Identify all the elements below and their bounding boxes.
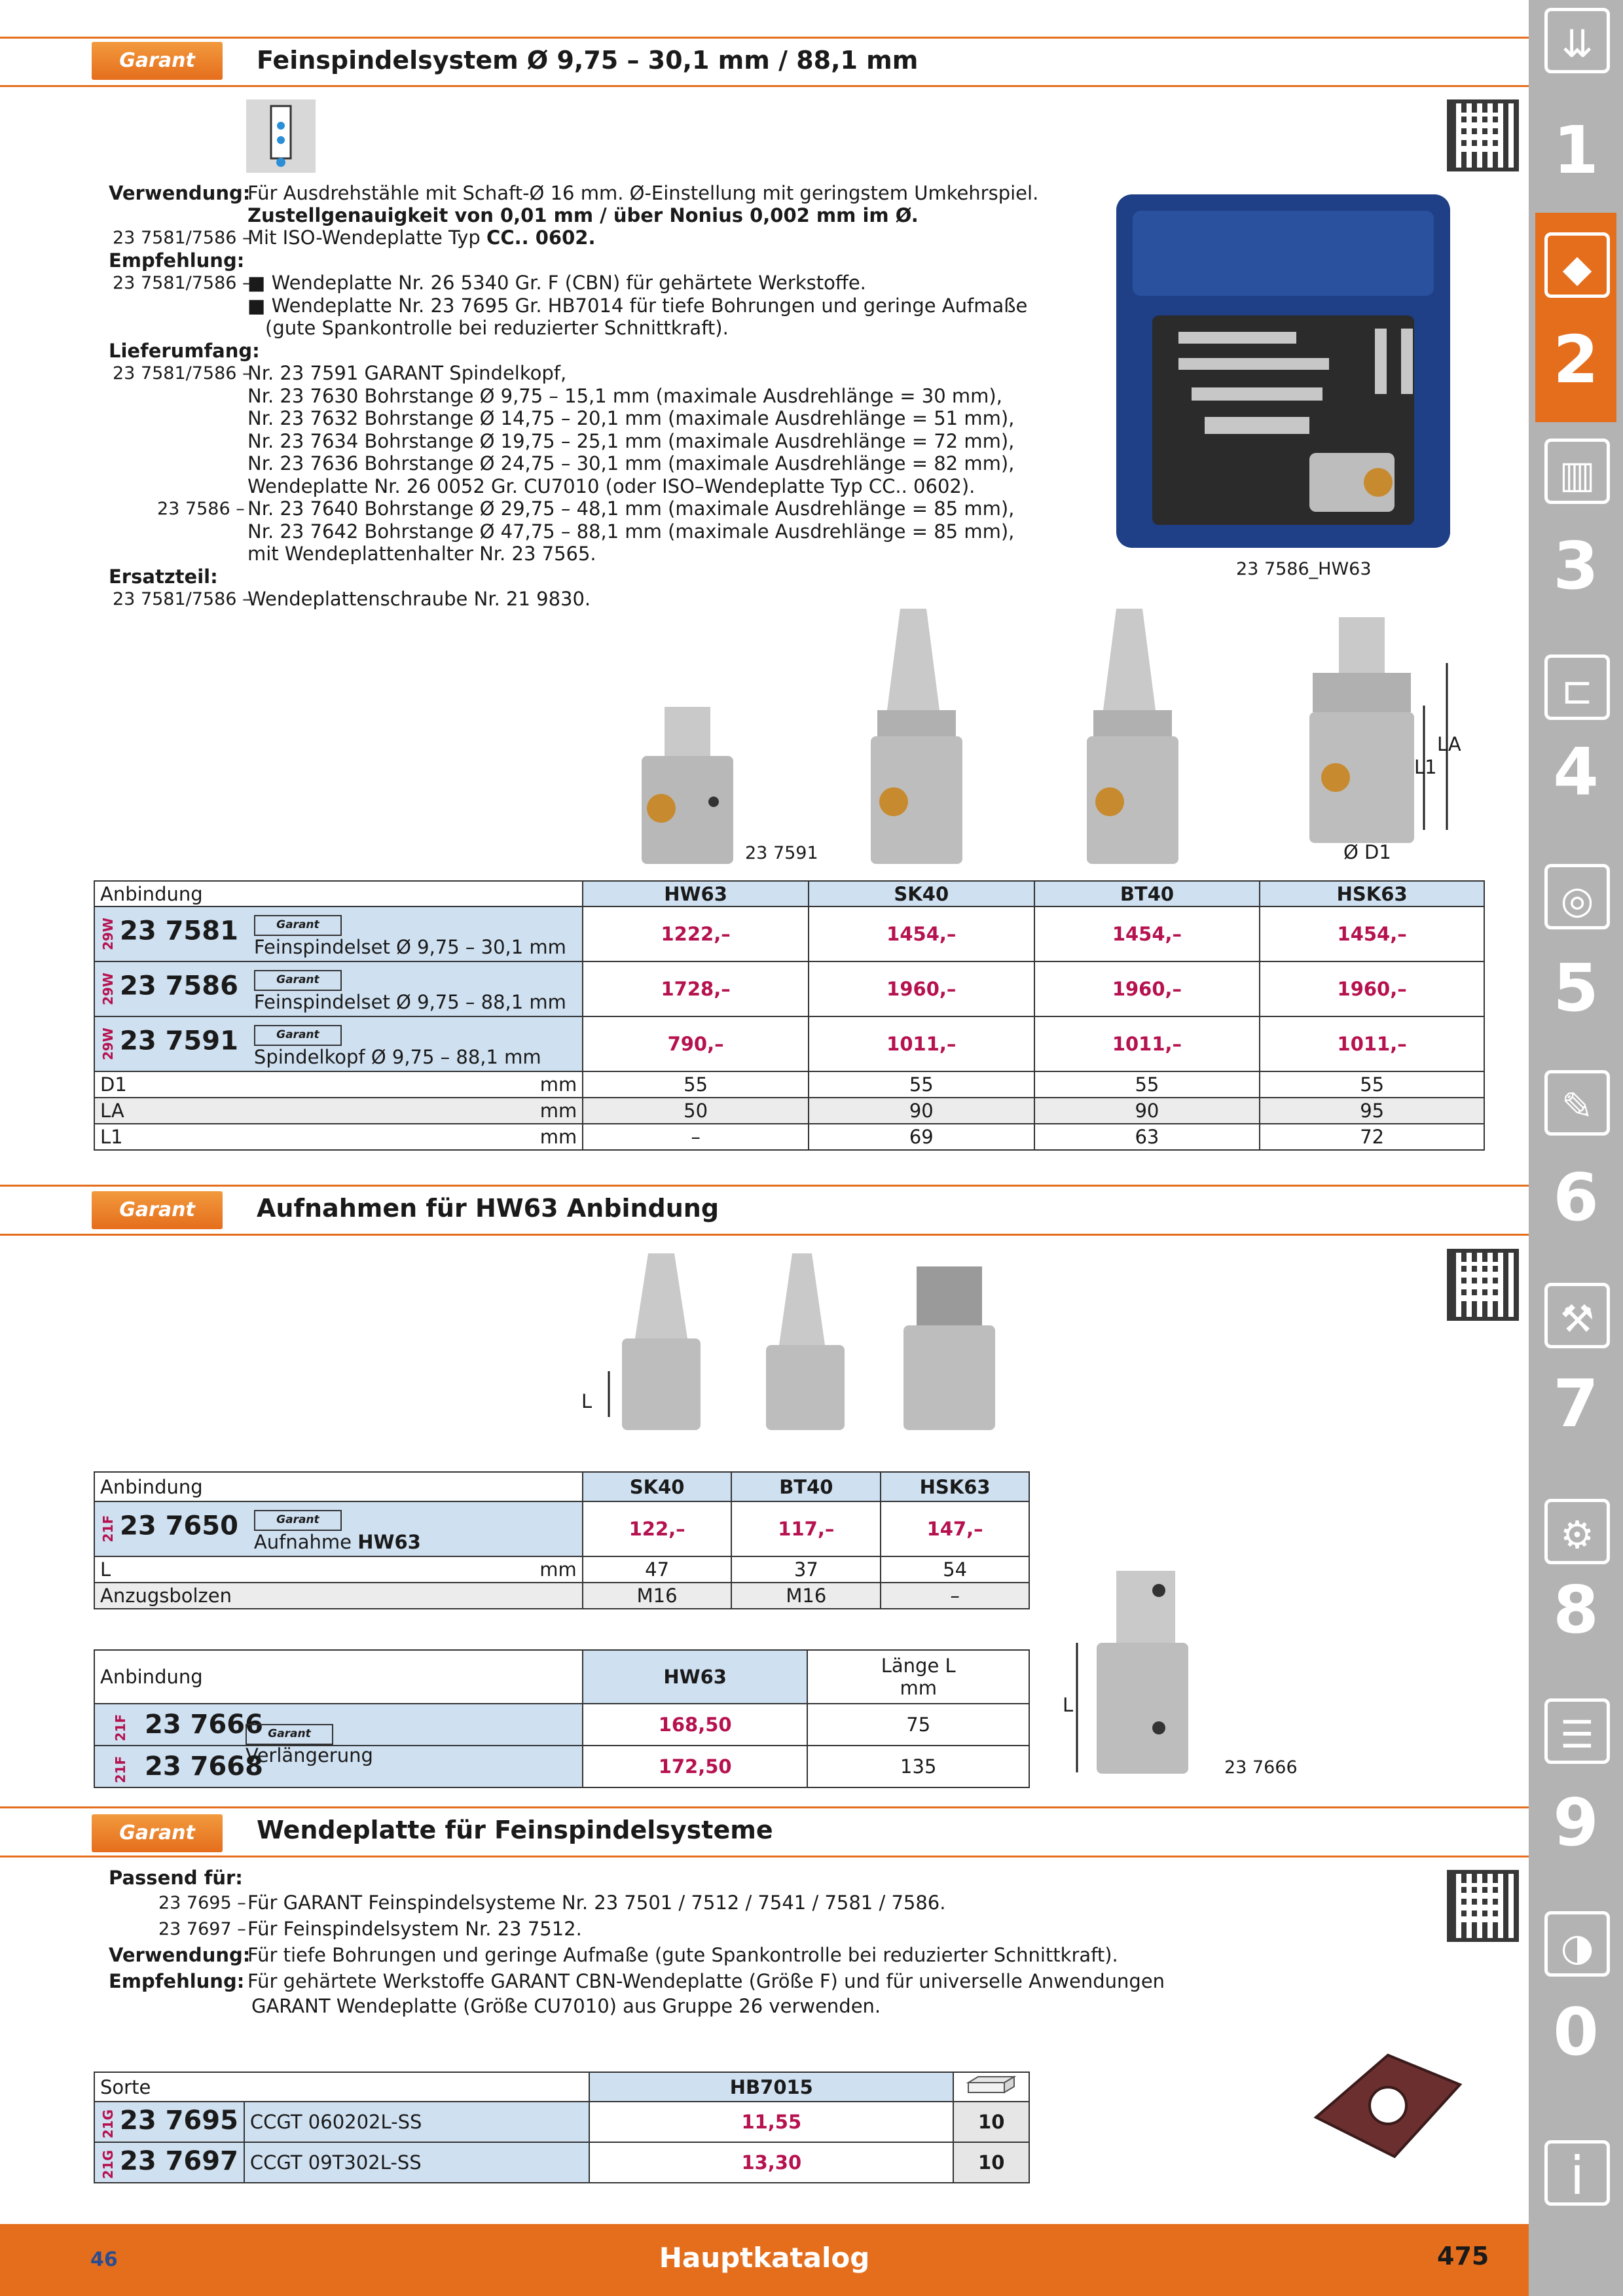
chapter-tab-2[interactable]: ◆ 2	[1535, 213, 1616, 422]
table-row	[94, 1704, 1029, 1746]
scope-label: Lieferumfang:	[109, 340, 260, 362]
scope-item: Nr. 23 7632 Bohrstange Ø 14,75 – 20,1 mm (maximale Ausdrehlänge = 51 mm),	[247, 407, 1015, 429]
coolant-icon	[246, 99, 316, 173]
dimension-row	[94, 1583, 1029, 1609]
recommendation-text: Für gehärtete Werkstoffe GARANT CBN-Wendeplatte (Größe F) und für universelle Anwendungen	[247, 1970, 1165, 1992]
dimension-value: 90	[809, 1098, 1034, 1124]
price-code: 21G	[100, 2149, 116, 2179]
dimension-value: 50	[583, 1098, 809, 1124]
tool-cabinet-icon: ☰	[1544, 1698, 1610, 1764]
product-image-case	[1113, 191, 1453, 558]
price: 117,–	[731, 1501, 881, 1556]
price-code: 21G	[100, 2109, 116, 2139]
image-caption: 23 7666	[1224, 1757, 1298, 1778]
product-image-hsk63	[1306, 614, 1457, 863]
price-code: 29W	[100, 1028, 116, 1060]
hammer-pliers-icon: ⚒	[1544, 1283, 1610, 1348]
price: 11,55	[589, 2102, 953, 2142]
price: 790,–	[583, 1016, 809, 1071]
dimension-label: LA	[100, 1100, 124, 1122]
recommendation-text: GARANT Wendeplatte (Größe CU7010) aus Gruppe 26 verwenden.	[251, 1995, 881, 2017]
dimension-value: 69	[809, 1124, 1034, 1150]
dimension-value: 47	[583, 1556, 732, 1583]
section-divider	[0, 37, 1529, 39]
recommendation-item: ■ Wendeplatte Nr. 26 5340 Gr. F (CBN) für gehärtete Werkstoffe.	[247, 272, 866, 294]
usage-label: Verwendung:	[109, 1944, 251, 1966]
dimension-label: LA	[1437, 733, 1461, 755]
garant-logo: Garant	[92, 1191, 223, 1229]
price-table-inserts	[94, 2072, 1030, 2183]
price: 1960,–	[1260, 961, 1484, 1016]
article-number: 23 7697	[120, 2145, 238, 2176]
price-code: 29W	[100, 973, 116, 1005]
article-cell	[94, 906, 583, 961]
garant-mini-logo: Garant	[254, 915, 342, 936]
garant-mini-logo: Garant	[254, 970, 342, 991]
article-description: Verlängerung	[246, 1744, 373, 1767]
dimension-value: 55	[583, 1071, 809, 1098]
section-title: Feinspindelsystem Ø 9,75 – 30,1 mm / 88,1 mm	[257, 46, 919, 75]
page-footer-left: 46	[90, 2248, 118, 2271]
section-divider	[0, 1234, 1529, 1236]
toolset-icon: ⚙	[1544, 1499, 1610, 1564]
dimension-value: 54	[881, 1556, 1029, 1583]
ref-number: 23 7695 –	[158, 1893, 246, 1913]
recommendation-label: Empfehlung:	[109, 249, 245, 272]
fits-item: Für Feinspindelsystem Nr. 23 7512.	[247, 1918, 582, 1940]
recommendation-item: ■ Wendeplatte Nr. 23 7695 Gr. HB7014 für tiefe Bohrungen und geringe Aufmaße	[247, 295, 1028, 317]
price: 1011,–	[1260, 1016, 1484, 1071]
article-number: 23 7695	[120, 2105, 238, 2136]
scope-item: Nr. 23 7640 Bohrstange Ø 29,75 – 48,1 mm (maximale Ausdrehlänge = 85 mm),	[247, 497, 1015, 520]
product-image-sk40	[864, 605, 969, 867]
section-title: Aufnahmen für HW63 Anbindung	[257, 1194, 720, 1223]
column-header-unit: mm	[900, 1677, 937, 1699]
dimension-label: D1	[100, 1073, 127, 1096]
scope-item: mit Wendeplattenhalter Nr. 23 7565.	[247, 543, 596, 565]
saw-blade-icon: ◎	[1544, 864, 1610, 929]
chapter-tab-4[interactable]: ⊏ 4	[1535, 641, 1616, 838]
price: 1960,–	[1034, 961, 1260, 1016]
price: 147,–	[881, 1501, 1029, 1556]
dimension-label-cell	[94, 1124, 583, 1150]
price: 168,50	[583, 1704, 808, 1746]
column-header: HSK63	[1260, 881, 1484, 906]
price: 1960,–	[809, 961, 1034, 1016]
garant-logo: Garant	[92, 42, 223, 80]
price-table-fine-spindle	[94, 880, 1485, 1151]
price: 1222,–	[583, 906, 809, 961]
column-header: Anbindung	[94, 881, 583, 906]
price: 1011,–	[1034, 1016, 1260, 1071]
dimension-row	[94, 1071, 1484, 1098]
insert-icon: ◆	[1544, 232, 1610, 298]
dimension-label: L1	[100, 1126, 123, 1148]
column-header: BT40	[731, 1472, 881, 1501]
product-image-bt40	[1080, 605, 1185, 867]
scope-item: Nr. 23 7634 Bohrstange Ø 19,75 – 25,1 mm (maximale Ausdrehlänge = 72 mm),	[247, 430, 1015, 452]
column-header	[807, 1650, 1029, 1704]
precision-text: Zustellgenauigkeit von 0,01 mm / über Nonius 0,002 mm im Ø.	[247, 204, 919, 226]
recommendation-item: (gute Spankontrolle bei reduzierter Schnittkraft).	[265, 317, 729, 339]
dimension-row	[94, 1556, 1029, 1583]
price: 122,–	[583, 1501, 732, 1556]
garant-mini-logo: Garant	[246, 1724, 333, 1745]
dimension-label: L	[1063, 1694, 1074, 1716]
price-code: 21F	[100, 1515, 116, 1543]
article-number: 23 7591	[120, 1026, 238, 1056]
table-row	[94, 1016, 1484, 1071]
image-caption: 23 7586_HW63	[1236, 559, 1372, 579]
price: 1728,–	[583, 961, 809, 1016]
price-code: 29W	[100, 918, 116, 950]
dimension-value: 63	[1034, 1124, 1260, 1150]
column-header: SK40	[809, 881, 1034, 906]
dimension-label: L1	[1414, 756, 1437, 778]
price: 172,50	[583, 1746, 808, 1787]
column-header: HSK63	[881, 1472, 1029, 1501]
dimension-label-cell	[94, 1098, 583, 1124]
column-header: Anbindung	[94, 1472, 583, 1501]
table-row	[94, 906, 1484, 961]
dimension-label-cell	[94, 1071, 583, 1098]
column-header: HB7015	[589, 2072, 953, 2102]
dimension-value: –	[583, 1124, 809, 1150]
column-header: Sorte	[94, 2072, 589, 2102]
scope-item: Wendeplatte Nr. 26 0052 Gr. CU7010 (oder ISO–Wendeplatte Typ CC.. 0602).	[247, 475, 976, 497]
article-cell	[94, 961, 583, 1016]
dimension-label: Ø D1	[1343, 841, 1391, 863]
price-table-holders	[94, 1471, 1030, 1609]
section-divider	[0, 1185, 1529, 1187]
price-code: 21F	[113, 1756, 128, 1784]
article-number: 23 7581	[120, 916, 238, 946]
dimension-row	[94, 1098, 1484, 1124]
column-header: SK40	[583, 1472, 732, 1501]
column-header: BT40	[1034, 881, 1260, 906]
article-description: Feinspindelset Ø 9,75 – 30,1 mm	[253, 935, 566, 958]
table-row	[94, 2142, 1029, 2183]
scope-item: Nr. 23 7630 Bohrstange Ø 9,75 – 15,1 mm (maximale Ausdrehlänge = 30 mm),	[247, 385, 1002, 407]
length-value: 135	[807, 1746, 1029, 1787]
article-description: Aufnahme	[253, 1530, 352, 1553]
fits-item: Für GARANT Feinspindelsysteme Nr. 23 7501 / 7512 / 7541 / 7581 / 7586.	[247, 1892, 946, 1914]
price-table-extensions	[94, 1649, 1030, 1788]
chapter-tab-8[interactable]: ⚙ 8	[1535, 1479, 1616, 1676]
qr-code[interactable]	[1447, 1870, 1519, 1942]
ref-number: 23 7581/7586 –	[113, 273, 251, 293]
scope-item: Nr. 23 7636 Bohrstange Ø 24,75 – 30,1 mm (maximale Ausdrehlänge = 82 mm),	[247, 452, 1015, 475]
scope-item: Nr. 23 7591 GARANT Spindelkopf,	[247, 362, 567, 384]
safety-goggles-icon: ◑	[1544, 1911, 1610, 1977]
product-image-adapters	[576, 1247, 1008, 1437]
dimension-value: 55	[1034, 1071, 1260, 1098]
article-description: Spindelkopf Ø 9,75 – 88,1 mm	[253, 1045, 541, 1068]
insert-designation: CCGT 060202L-SS	[244, 2102, 589, 2142]
image-caption: 23 7591	[745, 843, 818, 863]
article-number: 23 7650	[120, 1511, 238, 1541]
article-description: Feinspindelset Ø 9,75 – 88,1 mm	[253, 990, 566, 1013]
usage-text: Für Ausdrehstähle mit Schaft-Ø 16 mm. Ø-Einstellung mit geringstem Umkehrspiel.	[247, 182, 1039, 204]
qr-code[interactable]	[1447, 99, 1519, 171]
chuck-icon: ▥	[1544, 439, 1610, 504]
usage-label: Verwendung:	[109, 182, 251, 204]
unit: mm	[539, 1558, 577, 1581]
unit: mm	[539, 1073, 577, 1096]
ref-number: 23 7697 –	[158, 1919, 246, 1939]
scope-item: Nr. 23 7642 Bohrstange Ø 47,75 – 88,1 mm (maximale Ausdrehlänge = 85 mm),	[247, 520, 1015, 543]
garant-mini-logo: Garant	[254, 1510, 342, 1531]
package-icon	[953, 2072, 1029, 2102]
usage-text: Für tiefe Bohrungen und geringe Aufmaße (gute Spankontrolle bei reduzierter Schnittkraft).	[247, 1944, 1118, 1966]
price: 1454,–	[1034, 906, 1260, 961]
product-image-insert	[1309, 2045, 1467, 2163]
unit: mm	[539, 1126, 577, 1148]
package-quantity: 10	[953, 2142, 1029, 2183]
ref-number: 23 7581/7586 –	[113, 589, 251, 609]
fits-label: Passend für:	[109, 1867, 243, 1889]
article-cell	[94, 2102, 244, 2142]
page-number: 475	[1437, 2242, 1489, 2270]
column-header: HW63	[583, 1650, 808, 1704]
table-row	[94, 2102, 1029, 2142]
recommendation-label: Empfehlung:	[109, 1970, 245, 1992]
section-divider	[0, 1856, 1529, 1857]
garant-logo: Garant	[92, 1814, 223, 1852]
dimension-value: 90	[1034, 1098, 1260, 1124]
drill-icon: ⇊	[1544, 8, 1610, 73]
article-number: 23 7586	[120, 971, 238, 1001]
ref-number: 23 7586 –	[157, 499, 245, 519]
dimension-row	[94, 1124, 1484, 1150]
table-row	[94, 961, 1484, 1016]
article-number: 23 7666	[145, 1710, 263, 1740]
dimension-value: 95	[1260, 1098, 1484, 1124]
section-divider	[0, 85, 1529, 87]
article-cell	[94, 1016, 583, 1071]
table-row	[94, 1501, 1029, 1556]
chapter-tab-6[interactable]: ✎ 6	[1535, 1060, 1616, 1257]
screwdriver-wrench-icon: ✎	[1544, 1070, 1610, 1136]
chapter-tab-3[interactable]: ▥ 3	[1535, 432, 1616, 628]
insert-designation: CCGT 09T302L-SS	[244, 2142, 589, 2183]
article-number: 23 7668	[145, 1751, 263, 1782]
dimension-value: 37	[731, 1556, 881, 1583]
price: 13,30	[589, 2142, 953, 2183]
package-quantity: 10	[953, 2102, 1029, 2142]
column-header: HW63	[583, 881, 809, 906]
spare-part-label: Ersatzteil:	[109, 565, 218, 588]
garant-mini-logo: Garant	[254, 1025, 342, 1046]
chapter-tab-info[interactable]	[1535, 2134, 1616, 2219]
dimension-label: L	[581, 1390, 593, 1412]
info-icon: i	[1544, 2140, 1610, 2206]
price: 1454,–	[1260, 906, 1484, 961]
product-image-extension	[1061, 1564, 1192, 1780]
section-divider	[0, 1806, 1529, 1808]
catalog-title: Hauptkatalog	[659, 2242, 870, 2274]
ref-number: 23 7581/7586 –	[113, 363, 251, 384]
article-description-bold: HW63	[357, 1530, 421, 1553]
price: 1011,–	[809, 1016, 1034, 1071]
chapter-tab-1[interactable]: ⇊ 1	[1535, 0, 1616, 196]
dimension-value: M16	[731, 1583, 881, 1609]
article-cell	[94, 2142, 244, 2183]
dimension-value: M16	[583, 1583, 732, 1609]
section-title: Wendeplatte für Feinspindelsysteme	[257, 1816, 773, 1844]
spare-part-text: Wendeplattenschraube Nr. 21 9830.	[247, 588, 591, 610]
iso-text: Mit ISO-Wendeplatte Typ CC.. 0602.	[247, 226, 596, 249]
chapter-tab-9[interactable]: ☰ 9	[1535, 1689, 1616, 1885]
column-header: Anbindung	[94, 1650, 583, 1704]
dimension-label: Anzugsbolzen	[94, 1583, 583, 1609]
dimension-value: 72	[1260, 1124, 1484, 1150]
product-image-spindle-head	[635, 704, 733, 867]
caliper-icon: ⊏	[1544, 655, 1610, 720]
chapter-tab-7[interactable]: ⚒ 7	[1535, 1270, 1616, 1466]
dimension-label: L	[100, 1558, 111, 1581]
chapter-tab-0[interactable]: ◑ 0	[1535, 1898, 1616, 2094]
article-cell	[94, 1501, 583, 1556]
article-cell	[94, 1704, 583, 1787]
dimension-value: –	[881, 1583, 1029, 1609]
dimension-label-cell	[94, 1556, 583, 1583]
length-value: 75	[807, 1704, 1029, 1746]
column-header-line: Länge L	[881, 1655, 956, 1677]
price-code: 21F	[113, 1714, 128, 1742]
dimension-value: 55	[1260, 1071, 1484, 1098]
dimension-value: 55	[809, 1071, 1034, 1098]
ref-number: 23 7581/7586 –	[113, 228, 251, 248]
unit: mm	[539, 1100, 577, 1122]
chapter-tab-5[interactable]: ◎ 5	[1535, 851, 1616, 1047]
price: 1454,–	[809, 906, 1034, 961]
qr-code[interactable]	[1447, 1249, 1519, 1321]
